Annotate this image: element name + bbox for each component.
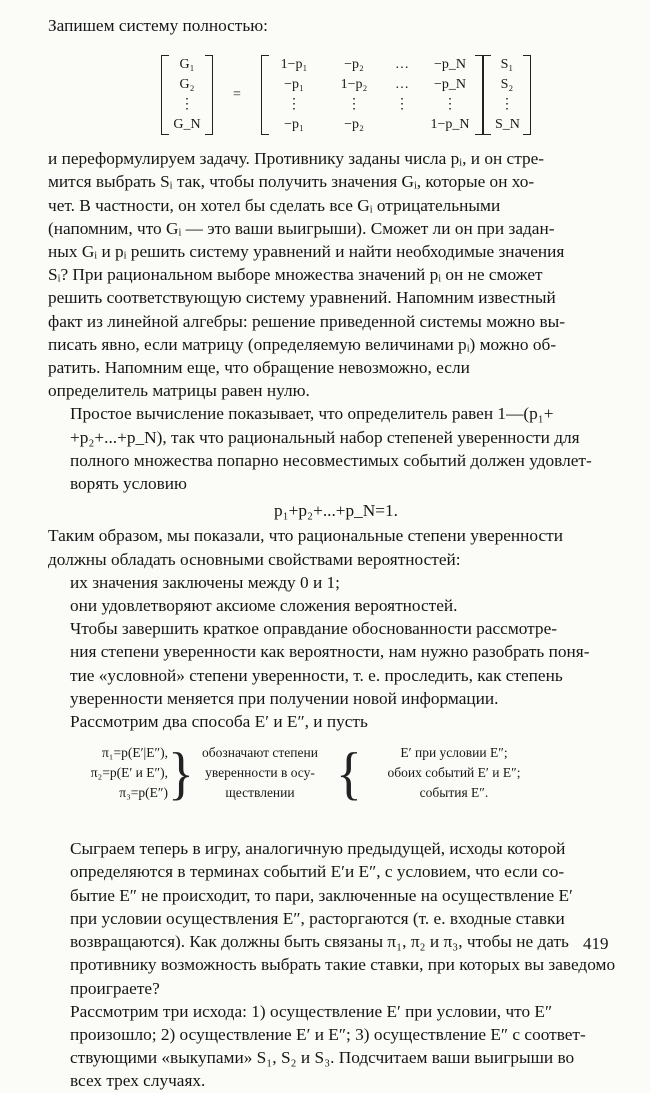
book-page (48, 14, 624, 1093)
matrix-cell: … (394, 57, 409, 73)
text-line: события E″. (419, 785, 489, 801)
matrix-equals: = (233, 87, 241, 103)
text-line: решить соответствующую систему уравнений. Напомним известный (48, 288, 556, 308)
vector-item-g1: G₁ (179, 57, 195, 73)
text-line: полного множества попарно несовместимых событий должен удовлет- (70, 450, 592, 470)
matrix-cell: 1−p₁ (280, 57, 308, 73)
left-brace: { (336, 740, 362, 806)
text-line: бытие E″ не происходит, то пари, заключенные на осуществление E′ (70, 885, 573, 905)
matrix-cell: −p_N (433, 77, 466, 93)
matrix-cell: −p₂ (344, 117, 364, 133)
vector-item-g2: G₂ (179, 77, 195, 93)
vector-item-dots: ⋮ (499, 97, 514, 113)
vector-item-s1: S₁ (500, 57, 514, 73)
text-line: всех трех случаях. (70, 1071, 206, 1091)
text-line: Чтобы завершить краткое оправдание обоснованности рассмотре- (70, 619, 557, 639)
text-line: ществлении (225, 785, 295, 801)
text-line: писать явно, если матрицу (определяемую величинами pᵢ) можно об- (48, 334, 557, 354)
result-vector (161, 55, 213, 135)
formula-pi1: π₁=p(E′|E″), (101, 745, 168, 761)
matrix-cell: −p₁ (284, 117, 304, 133)
coefficient-matrix (261, 55, 483, 135)
paragraph-two-events: Рассмотрим два способа E′ и E″, и пусть (70, 712, 368, 732)
text-line: возвращаются). Как должны быть связаны π₁, π₂ и π₃, чтобы не дать (70, 932, 569, 952)
vector-item-s2: S₂ (500, 77, 514, 93)
text-line: Таким образом, мы показали, что рациональные степени уверенности (48, 526, 563, 546)
text-line: и переформулируем задачу. Противнику заданы числа pᵢ, и он стре- (48, 149, 545, 169)
matrix-cell (393, 115, 411, 135)
text-line: ратить. Напомним еще, что обращение невозможно, если (48, 358, 470, 378)
formula-pi3: π₃=p(E″) (119, 785, 168, 801)
probability-sum-equation: p₁+p₂+...+p_N=1. (274, 501, 398, 521)
matrix-cell: ⋮ (346, 97, 361, 113)
text-line: Рассмотрим три исхода: 1) осуществление E′ при условии, что E″ (70, 1001, 553, 1021)
text-line: тие «условной» степени уверенности, т. е. проследить, как степень (70, 665, 563, 685)
text-line: уверенности меняется при получении новой информации. (70, 688, 499, 708)
list-item: они удовлетворяют аксиоме сложения вероятностей. (70, 596, 458, 616)
paragraph-determinant (48, 402, 624, 495)
definition-explanation (184, 743, 336, 803)
paragraph-properties (48, 524, 624, 570)
text-line: уверенности в осу- (205, 765, 315, 781)
properties-list (48, 571, 624, 617)
text-line: проиграете? (70, 978, 160, 998)
matrix-cell: ⋮ (394, 97, 409, 113)
matrix-cell: 1−p_N (430, 117, 470, 133)
text-line: факт из линейной алгебры: решение приведенной системы можно вы- (48, 311, 566, 331)
vector-item-sn: S_N (494, 117, 520, 133)
text-line: обозначают степени (202, 745, 318, 761)
paragraph-outcomes (48, 1000, 624, 1093)
text-line: должны обладать основными свойствами вероятностей: (48, 549, 461, 569)
text-line: E′ при условии E″; (400, 745, 508, 761)
text-line: противнику возможность выбрать такие ставки, при которых вы заведомо (70, 955, 616, 975)
paragraph-game (48, 837, 624, 999)
text-line: ния степени уверенности как вероятности, нам нужно разобрать поня- (70, 642, 590, 662)
paragraph-reformulation (48, 147, 624, 402)
stakes-vector (483, 55, 531, 135)
vector-item-dots: ⋮ (180, 97, 195, 113)
matrix-cell: 1−p₂ (340, 77, 368, 93)
paragraph-conditional (48, 617, 624, 710)
right-brace: } (168, 740, 194, 806)
text-line: определяются в терминах событий E′и E″, с условием, что если со- (70, 862, 565, 882)
text-line: обоих событий E′ и E″; (387, 765, 521, 781)
text-line: определитель матрицы равен нулю. (48, 381, 310, 401)
matrix-cell: ⋮ (286, 97, 301, 113)
definition-formulas (48, 743, 168, 803)
text-line: произошло; 2) осуществление E′ и E″; 3) осуществление E″ с соответ- (70, 1024, 586, 1044)
vector-item-gn: G_N (173, 117, 201, 133)
matrix-equation (68, 55, 624, 135)
text-line: чет. В частности, он хотел бы сделать все Gᵢ отрицательными (48, 195, 501, 215)
list-item: их значения заключены между 0 и 1; (70, 572, 340, 592)
intro-line: Запишем систему полностью: (48, 16, 268, 35)
matrix-cell: −p_N (433, 57, 466, 73)
text-line: ворять условию (70, 474, 187, 494)
matrix-cell: ⋮ (442, 97, 457, 113)
definitions-block (48, 740, 624, 806)
text-line: Простое вычисление показывает, что определитель равен 1—(p₁+ (70, 404, 554, 424)
matrix-cell: … (394, 77, 409, 93)
text-line: +p₂+...+p_N), так что рациональный набор степеней уверенности для (70, 427, 580, 447)
text-line: (напомним, что Gᵢ — это ваши выигрыши). Сможет ли он при задан- (48, 218, 555, 238)
text-line: Sᵢ? При рациональном выборе множества значений pᵢ он не сможет (48, 265, 543, 285)
text-line: мится выбрать Sᵢ так, чтобы получить значения Gᵢ, которые он хо- (48, 172, 535, 192)
text-line: Сыграем теперь в игру, аналогичную предыдущей, исходы которой (70, 839, 566, 859)
text-line: ствующими «выкупами» S₁, S₂ и S₃. Подсчитаем ваши выигрыши во (70, 1048, 575, 1068)
text-line: при условии осуществления E″, расторгаются (т. е. входные ставки (70, 908, 565, 928)
definition-events (354, 743, 554, 803)
page-number: 419 (583, 934, 609, 953)
text-line: ных Gᵢ и pᵢ решить систему уравнений и найти необходимые значения (48, 242, 565, 262)
matrix-cell: −p₂ (344, 57, 364, 73)
formula-pi2: π₂=p(E′ и E″), (90, 765, 168, 781)
matrix-cell: −p₁ (284, 77, 304, 93)
